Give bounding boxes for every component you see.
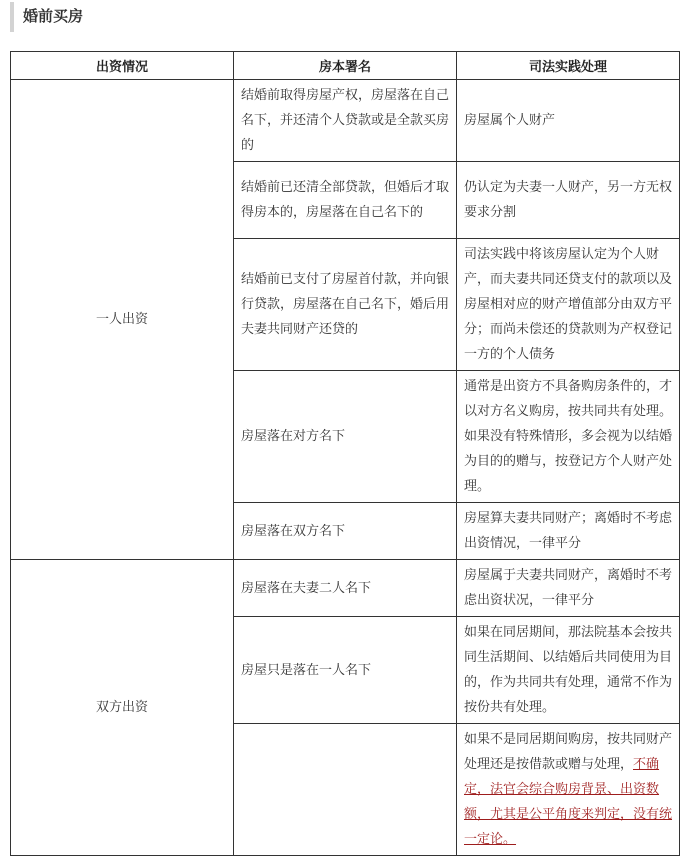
handling-cell: 仍认定为夫妻一人财产，另一方无权要求分割 [457, 162, 680, 239]
premarital-house-table [10, 51, 680, 856]
handling-cell: 如果在同居期间，那法院基本会按共同生活期间、以结婚后共同使用为目的，作为共同共有处理，通常不作为按份共有处理。 [457, 617, 680, 724]
signature-cell [234, 724, 457, 856]
signature-cell: 房屋落在对方名下 [234, 371, 457, 503]
handling-cell: 司法实践中将该房屋认定为个人财产，而夫妻共同还贷支付的款项以及房屋相对应的财产增值部分由双方平分；而尚未偿还的贷款则为产权登记一方的个人债务 [457, 239, 680, 371]
handling-cell: 房屋属于夫妻共同财产，离婚时不考虑出资状况，一律平分 [457, 560, 680, 617]
signature-cell: 房屋落在双方名下 [234, 503, 457, 560]
handling-cell: 通常是出资方不具备购房条件的，才以对方名义购房，按共同共有处理。如果没有特殊情形，多会视为以结婚为目的的赠与，按登记方个人财产处理。 [457, 371, 680, 503]
table-row [11, 80, 680, 162]
signature-cell: 结婚前已还清全部贷款，但婚后才取得房本的，房屋落在自己名下的 [234, 162, 457, 239]
table-row [11, 560, 680, 617]
signature-cell: 结婚前已支付了房屋首付款，并向银行贷款，房屋落在自己名下，婚后用夫妻共同财产还贷的 [234, 239, 457, 371]
handling-note-link[interactable]: 不确定，法官会综合购房背景、出资数额，尤其是公平角度来判定，没有统一定论。 [464, 757, 673, 847]
table-header-row [11, 52, 680, 80]
section-title: 婚前买房 [10, 2, 679, 32]
signature-cell: 房屋只是落在一人名下 [234, 617, 457, 724]
header-funding: 出资情况 [11, 52, 234, 80]
signature-cell: 房屋落在夫妻二人名下 [234, 560, 457, 617]
handling-cell: 房屋属个人财产 [457, 80, 680, 162]
signature-cell: 结婚前取得房屋产权，房屋落在自己名下，并还清个人贷款或是全款买房的 [234, 80, 457, 162]
handling-cell: 房屋算夫妻共同财产；离婚时不考虑出资情况，一律平分 [457, 503, 680, 560]
header-handling: 司法实践处理 [457, 52, 680, 80]
group-label-single: 一人出资 [11, 80, 234, 560]
handling-text: 如果不是同居期间购房，按共同财产处理还是按借款或赠与处理， [464, 732, 673, 772]
header-signature: 房本署名 [234, 52, 457, 80]
handling-cell [457, 724, 680, 856]
group-label-both: 双方出资 [11, 560, 234, 856]
